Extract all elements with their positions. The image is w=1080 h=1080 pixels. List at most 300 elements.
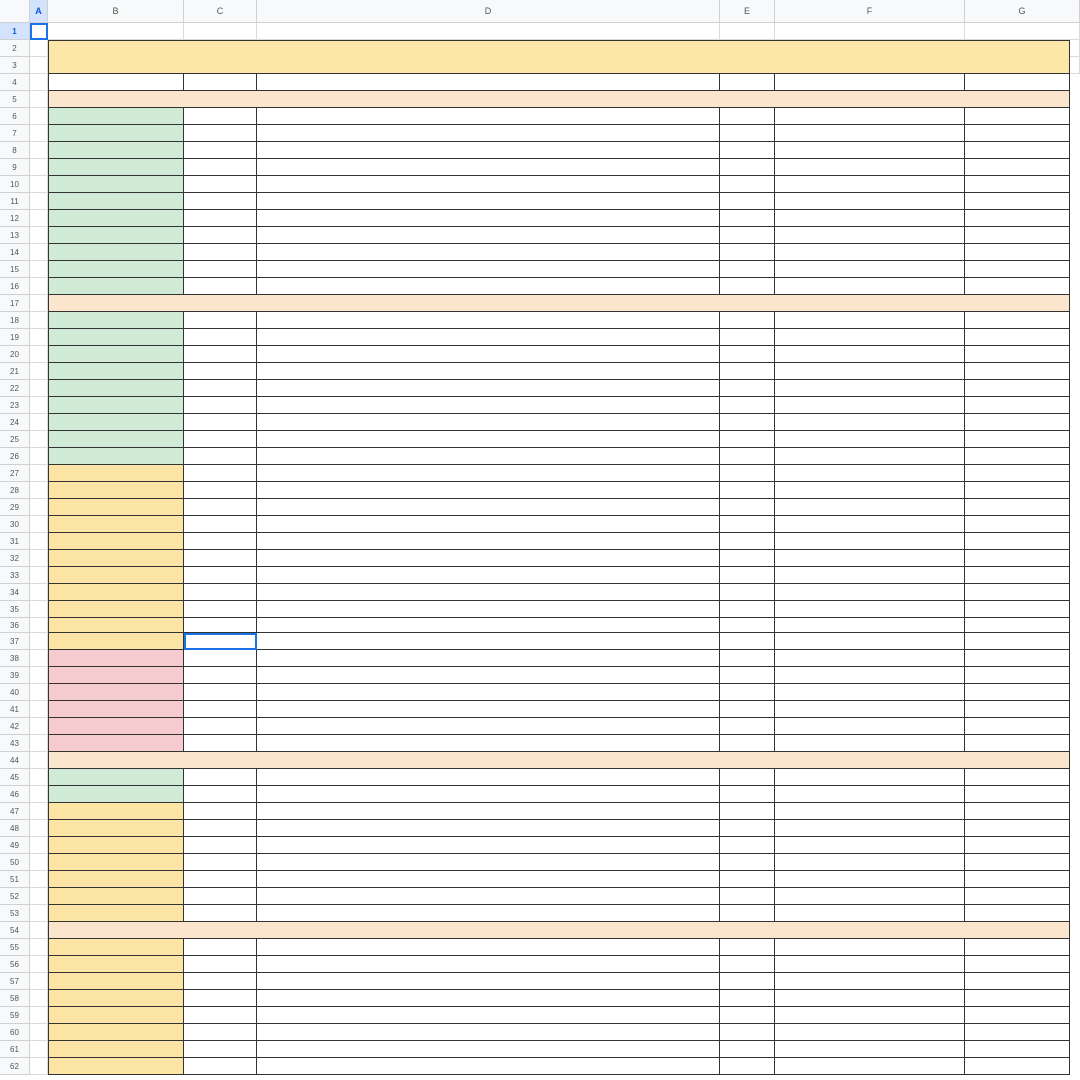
resource-link[interactable] bbox=[965, 499, 1070, 516]
yes-no-value[interactable] bbox=[720, 244, 775, 261]
check-item[interactable] bbox=[257, 820, 720, 837]
tool-name[interactable] bbox=[775, 329, 965, 346]
check-item[interactable] bbox=[257, 431, 720, 448]
row-number-11[interactable]: 11 bbox=[0, 193, 30, 210]
selected-cell-a1[interactable] bbox=[30, 23, 48, 40]
resource-link[interactable] bbox=[965, 735, 1070, 752]
check-item[interactable] bbox=[257, 516, 720, 533]
yes-no-value[interactable] bbox=[720, 990, 775, 1007]
grid-cell[interactable] bbox=[30, 329, 48, 346]
row-number-60[interactable]: 60 bbox=[0, 1024, 30, 1041]
tool-name[interactable] bbox=[775, 701, 965, 718]
row-number-54[interactable]: 54 bbox=[0, 922, 30, 939]
check-item[interactable] bbox=[257, 550, 720, 567]
tool-name[interactable] bbox=[775, 159, 965, 176]
resource-link[interactable] bbox=[965, 888, 1070, 905]
grid-cell[interactable] bbox=[30, 550, 48, 567]
yes-no-value[interactable] bbox=[720, 465, 775, 482]
check-item[interactable] bbox=[257, 803, 720, 820]
check-item[interactable] bbox=[257, 1058, 720, 1075]
resource-link[interactable] bbox=[965, 414, 1070, 431]
yes-no-value[interactable] bbox=[720, 278, 775, 295]
tool-name[interactable] bbox=[775, 482, 965, 499]
grid-cell[interactable] bbox=[30, 414, 48, 431]
resource-link[interactable] bbox=[965, 854, 1070, 871]
grid-cell[interactable] bbox=[30, 854, 48, 871]
row-number-39[interactable]: 39 bbox=[0, 667, 30, 684]
tool-name[interactable] bbox=[775, 837, 965, 854]
grid-cell[interactable] bbox=[30, 278, 48, 295]
resource-link[interactable] bbox=[965, 1058, 1070, 1075]
check-item[interactable] bbox=[257, 837, 720, 854]
row-number-48[interactable]: 48 bbox=[0, 820, 30, 837]
grid-cell[interactable] bbox=[30, 397, 48, 414]
grid-cell[interactable] bbox=[30, 1007, 48, 1024]
grid-cell[interactable] bbox=[30, 1024, 48, 1041]
yes-no-value[interactable] bbox=[720, 142, 775, 159]
yes-no-value[interactable] bbox=[720, 176, 775, 193]
yes-no-value[interactable] bbox=[720, 786, 775, 803]
yes-no-value[interactable] bbox=[720, 363, 775, 380]
yes-no-value[interactable] bbox=[720, 482, 775, 499]
check-item[interactable] bbox=[257, 786, 720, 803]
tool-name[interactable] bbox=[775, 820, 965, 837]
row-number-51[interactable]: 51 bbox=[0, 871, 30, 888]
resource-link[interactable] bbox=[965, 567, 1070, 584]
yes-no-value[interactable] bbox=[720, 108, 775, 125]
yes-no-value[interactable] bbox=[720, 684, 775, 701]
yes-no-value[interactable] bbox=[720, 193, 775, 210]
grid-cell[interactable] bbox=[30, 91, 48, 108]
yes-no-value[interactable] bbox=[720, 550, 775, 567]
grid-cell[interactable] bbox=[30, 465, 48, 482]
yes-no-value[interactable] bbox=[720, 871, 775, 888]
check-item[interactable] bbox=[257, 227, 720, 244]
tool-name[interactable] bbox=[775, 667, 965, 684]
column-header-b[interactable]: B bbox=[48, 0, 184, 23]
tool-name[interactable] bbox=[775, 261, 965, 278]
tool-name[interactable] bbox=[775, 601, 965, 618]
check-item[interactable] bbox=[257, 888, 720, 905]
row-number-24[interactable]: 24 bbox=[0, 414, 30, 431]
check-item[interactable] bbox=[257, 193, 720, 210]
check-item[interactable] bbox=[257, 278, 720, 295]
row-number-55[interactable]: 55 bbox=[0, 939, 30, 956]
row-number-21[interactable]: 21 bbox=[0, 363, 30, 380]
tool-name[interactable] bbox=[775, 380, 965, 397]
row-number-35[interactable]: 35 bbox=[0, 601, 30, 618]
grid-cell[interactable] bbox=[30, 346, 48, 363]
row-number-33[interactable]: 33 bbox=[0, 567, 30, 584]
row-number-4[interactable]: 4 bbox=[0, 74, 30, 91]
resource-link[interactable] bbox=[965, 820, 1070, 837]
row-number-53[interactable]: 53 bbox=[0, 905, 30, 922]
resource-link[interactable] bbox=[965, 618, 1070, 633]
yes-no-value[interactable] bbox=[720, 939, 775, 956]
tool-name[interactable] bbox=[775, 346, 965, 363]
yes-no-value[interactable] bbox=[720, 803, 775, 820]
grid-cell[interactable] bbox=[257, 23, 720, 40]
row-number-59[interactable]: 59 bbox=[0, 1007, 30, 1024]
check-item[interactable] bbox=[257, 718, 720, 735]
resource-link[interactable] bbox=[965, 718, 1070, 735]
tool-name[interactable] bbox=[775, 278, 965, 295]
check-item[interactable] bbox=[257, 465, 720, 482]
column-header-a[interactable]: A bbox=[30, 0, 48, 23]
tool-name[interactable] bbox=[775, 786, 965, 803]
tool-name[interactable] bbox=[775, 871, 965, 888]
check-item[interactable] bbox=[257, 499, 720, 516]
check-item[interactable] bbox=[257, 769, 720, 786]
column-header-g[interactable]: G bbox=[965, 0, 1080, 23]
grid-cell[interactable] bbox=[184, 23, 257, 40]
row-number-37[interactable]: 37 bbox=[0, 633, 30, 650]
tool-name[interactable] bbox=[775, 312, 965, 329]
yes-no-value[interactable] bbox=[720, 837, 775, 854]
grid-cell[interactable] bbox=[30, 820, 48, 837]
yes-no-value[interactable] bbox=[720, 854, 775, 871]
check-item[interactable] bbox=[257, 142, 720, 159]
yes-no-value[interactable] bbox=[720, 618, 775, 633]
grid-cell[interactable] bbox=[965, 23, 1080, 40]
grid-cell[interactable] bbox=[30, 176, 48, 193]
tool-name[interactable] bbox=[775, 397, 965, 414]
tool-name[interactable] bbox=[775, 956, 965, 973]
grid-cell[interactable] bbox=[30, 786, 48, 803]
resource-link[interactable] bbox=[965, 871, 1070, 888]
grid-cell[interactable] bbox=[30, 667, 48, 684]
tool-name[interactable] bbox=[775, 210, 965, 227]
grid-cell[interactable] bbox=[30, 803, 48, 820]
yes-no-value[interactable] bbox=[720, 261, 775, 278]
grid-cell[interactable] bbox=[30, 210, 48, 227]
check-item[interactable] bbox=[257, 448, 720, 465]
resource-link[interactable] bbox=[965, 397, 1070, 414]
grid-cell[interactable] bbox=[30, 601, 48, 618]
tool-name[interactable] bbox=[775, 550, 965, 567]
resource-link[interactable] bbox=[965, 448, 1070, 465]
grid-cell[interactable] bbox=[30, 922, 48, 939]
column-header-d[interactable]: D bbox=[257, 0, 720, 23]
column-header-f[interactable]: F bbox=[775, 0, 965, 23]
resource-link[interactable] bbox=[965, 125, 1070, 142]
tool-name[interactable] bbox=[775, 244, 965, 261]
row-number-16[interactable]: 16 bbox=[0, 278, 30, 295]
tool-name[interactable] bbox=[775, 888, 965, 905]
tool-name[interactable] bbox=[775, 465, 965, 482]
check-item[interactable] bbox=[257, 108, 720, 125]
grid-cell[interactable] bbox=[30, 312, 48, 329]
grid-cell[interactable] bbox=[30, 40, 48, 57]
resource-link[interactable] bbox=[965, 176, 1070, 193]
check-item[interactable] bbox=[257, 414, 720, 431]
row-number-56[interactable]: 56 bbox=[0, 956, 30, 973]
tool-name[interactable] bbox=[775, 108, 965, 125]
yes-no-value[interactable] bbox=[720, 312, 775, 329]
yes-no-value[interactable] bbox=[720, 667, 775, 684]
check-item[interactable] bbox=[257, 397, 720, 414]
grid-cell[interactable] bbox=[30, 650, 48, 667]
resource-link[interactable] bbox=[965, 312, 1070, 329]
row-number-52[interactable]: 52 bbox=[0, 888, 30, 905]
tool-name[interactable] bbox=[775, 448, 965, 465]
tool-name[interactable] bbox=[775, 125, 965, 142]
row-number-8[interactable]: 8 bbox=[0, 142, 30, 159]
row-number-49[interactable]: 49 bbox=[0, 837, 30, 854]
resource-link[interactable] bbox=[965, 380, 1070, 397]
grid-cell[interactable] bbox=[30, 701, 48, 718]
grid-cell[interactable] bbox=[30, 769, 48, 786]
yes-no-value[interactable] bbox=[720, 633, 775, 650]
resource-link[interactable] bbox=[965, 584, 1070, 601]
row-number-43[interactable]: 43 bbox=[0, 735, 30, 752]
yes-no-value[interactable] bbox=[720, 1007, 775, 1024]
row-number-6[interactable]: 6 bbox=[0, 108, 30, 125]
grid-cell[interactable] bbox=[30, 108, 48, 125]
check-item[interactable] bbox=[257, 1041, 720, 1058]
yes-no-value[interactable] bbox=[720, 718, 775, 735]
resource-link[interactable] bbox=[965, 261, 1070, 278]
check-item[interactable] bbox=[257, 667, 720, 684]
check-item[interactable] bbox=[257, 533, 720, 550]
row-number-27[interactable]: 27 bbox=[0, 465, 30, 482]
yes-no-value[interactable] bbox=[720, 1058, 775, 1075]
resource-link[interactable] bbox=[965, 939, 1070, 956]
resource-link[interactable] bbox=[965, 650, 1070, 667]
resource-link[interactable] bbox=[965, 482, 1070, 499]
row-number-45[interactable]: 45 bbox=[0, 769, 30, 786]
row-number-13[interactable]: 13 bbox=[0, 227, 30, 244]
select-all-corner[interactable] bbox=[0, 0, 30, 23]
check-item[interactable] bbox=[257, 329, 720, 346]
check-item[interactable] bbox=[257, 735, 720, 752]
grid-cell[interactable] bbox=[30, 125, 48, 142]
check-item[interactable] bbox=[257, 210, 720, 227]
check-item[interactable] bbox=[257, 482, 720, 499]
resource-link[interactable] bbox=[965, 1041, 1070, 1058]
grid-cell[interactable] bbox=[30, 973, 48, 990]
grid-cell[interactable] bbox=[30, 871, 48, 888]
row-number-17[interactable]: 17 bbox=[0, 295, 30, 312]
resource-link[interactable] bbox=[965, 227, 1070, 244]
resource-link[interactable] bbox=[965, 769, 1070, 786]
grid-cell[interactable] bbox=[30, 431, 48, 448]
row-number-1[interactable]: 1 bbox=[0, 23, 30, 40]
tool-name[interactable] bbox=[775, 803, 965, 820]
row-number-2[interactable]: 2 bbox=[0, 40, 30, 57]
check-item[interactable] bbox=[257, 990, 720, 1007]
grid-cell[interactable] bbox=[30, 295, 48, 312]
yes-no-value[interactable] bbox=[720, 905, 775, 922]
row-number-22[interactable]: 22 bbox=[0, 380, 30, 397]
resource-link[interactable] bbox=[965, 159, 1070, 176]
row-number-62[interactable]: 62 bbox=[0, 1058, 30, 1075]
yes-no-value[interactable] bbox=[720, 210, 775, 227]
yes-no-value[interactable] bbox=[720, 397, 775, 414]
tool-name[interactable] bbox=[775, 650, 965, 667]
row-number-28[interactable]: 28 bbox=[0, 482, 30, 499]
row-number-34[interactable]: 34 bbox=[0, 584, 30, 601]
grid-cell[interactable] bbox=[30, 618, 48, 633]
tool-name[interactable] bbox=[775, 142, 965, 159]
row-number-36[interactable]: 36 bbox=[0, 618, 30, 633]
yes-no-value[interactable] bbox=[720, 346, 775, 363]
resource-link[interactable] bbox=[965, 701, 1070, 718]
grid-cell[interactable] bbox=[30, 363, 48, 380]
tool-name[interactable] bbox=[775, 584, 965, 601]
row-number-29[interactable]: 29 bbox=[0, 499, 30, 516]
row-number-58[interactable]: 58 bbox=[0, 990, 30, 1007]
check-item[interactable] bbox=[257, 701, 720, 718]
yes-no-value[interactable] bbox=[720, 1024, 775, 1041]
grid-cell[interactable] bbox=[30, 905, 48, 922]
yes-no-value[interactable] bbox=[720, 227, 775, 244]
tool-name[interactable] bbox=[775, 227, 965, 244]
row-number-25[interactable]: 25 bbox=[0, 431, 30, 448]
tool-name[interactable] bbox=[775, 414, 965, 431]
row-number-18[interactable]: 18 bbox=[0, 312, 30, 329]
grid-cell[interactable] bbox=[30, 159, 48, 176]
resource-link[interactable] bbox=[965, 210, 1070, 227]
yes-no-value[interactable] bbox=[720, 125, 775, 142]
resource-link[interactable] bbox=[965, 667, 1070, 684]
grid-cell[interactable] bbox=[30, 752, 48, 769]
resource-link[interactable] bbox=[965, 329, 1070, 346]
grid-cell[interactable] bbox=[30, 74, 48, 91]
tool-name[interactable] bbox=[775, 1041, 965, 1058]
tool-name[interactable] bbox=[775, 1024, 965, 1041]
grid-cell[interactable] bbox=[30, 533, 48, 550]
check-item[interactable] bbox=[257, 650, 720, 667]
tool-name[interactable] bbox=[775, 633, 965, 650]
check-item[interactable] bbox=[257, 584, 720, 601]
tool-name[interactable] bbox=[775, 431, 965, 448]
tool-name[interactable] bbox=[775, 499, 965, 516]
row-number-26[interactable]: 26 bbox=[0, 448, 30, 465]
grid-cell[interactable] bbox=[30, 261, 48, 278]
resource-link[interactable] bbox=[965, 550, 1070, 567]
yes-no-value[interactable] bbox=[720, 650, 775, 667]
check-item[interactable] bbox=[257, 939, 720, 956]
resource-link[interactable] bbox=[965, 990, 1070, 1007]
tool-name[interactable] bbox=[775, 718, 965, 735]
yes-no-value[interactable] bbox=[720, 888, 775, 905]
row-number-44[interactable]: 44 bbox=[0, 752, 30, 769]
check-item[interactable] bbox=[257, 1007, 720, 1024]
grid-cell[interactable] bbox=[30, 227, 48, 244]
check-item[interactable] bbox=[257, 346, 720, 363]
grid-cell[interactable] bbox=[30, 567, 48, 584]
resource-link[interactable] bbox=[965, 516, 1070, 533]
yes-no-value[interactable] bbox=[720, 431, 775, 448]
resource-link[interactable] bbox=[965, 803, 1070, 820]
yes-no-value[interactable] bbox=[720, 956, 775, 973]
check-item[interactable] bbox=[257, 261, 720, 278]
row-number-19[interactable]: 19 bbox=[0, 329, 30, 346]
tool-name[interactable] bbox=[775, 618, 965, 633]
tool-name[interactable] bbox=[775, 193, 965, 210]
grid-cell[interactable] bbox=[30, 516, 48, 533]
tool-name[interactable] bbox=[775, 176, 965, 193]
row-number-40[interactable]: 40 bbox=[0, 684, 30, 701]
check-item[interactable] bbox=[257, 380, 720, 397]
row-number-61[interactable]: 61 bbox=[0, 1041, 30, 1058]
row-number-12[interactable]: 12 bbox=[0, 210, 30, 227]
check-item[interactable] bbox=[257, 905, 720, 922]
grid-cell[interactable] bbox=[30, 718, 48, 735]
row-number-20[interactable]: 20 bbox=[0, 346, 30, 363]
grid-cell[interactable] bbox=[30, 956, 48, 973]
grid-cell[interactable] bbox=[30, 57, 48, 74]
resource-link[interactable] bbox=[965, 278, 1070, 295]
resource-link[interactable] bbox=[965, 533, 1070, 550]
check-item[interactable] bbox=[257, 854, 720, 871]
grid-cell[interactable] bbox=[30, 499, 48, 516]
tool-name[interactable] bbox=[775, 973, 965, 990]
grid-cell[interactable] bbox=[30, 1041, 48, 1058]
yes-no-value[interactable] bbox=[720, 973, 775, 990]
row-number-3[interactable]: 3 bbox=[0, 57, 30, 74]
yes-no-value[interactable] bbox=[720, 448, 775, 465]
check-item[interactable] bbox=[257, 618, 720, 633]
row-number-30[interactable]: 30 bbox=[0, 516, 30, 533]
check-item[interactable] bbox=[257, 956, 720, 973]
row-number-32[interactable]: 32 bbox=[0, 550, 30, 567]
grid-cell[interactable] bbox=[30, 142, 48, 159]
yes-no-value[interactable] bbox=[720, 769, 775, 786]
tool-name[interactable] bbox=[775, 854, 965, 871]
yes-no-value[interactable] bbox=[720, 584, 775, 601]
yes-no-value[interactable] bbox=[720, 329, 775, 346]
resource-link[interactable] bbox=[965, 108, 1070, 125]
row-number-14[interactable]: 14 bbox=[0, 244, 30, 261]
tool-name[interactable] bbox=[775, 1007, 965, 1024]
resource-link[interactable] bbox=[965, 142, 1070, 159]
resource-link[interactable] bbox=[965, 973, 1070, 990]
yes-no-value[interactable] bbox=[720, 380, 775, 397]
resource-link[interactable] bbox=[965, 837, 1070, 854]
yes-no-value[interactable] bbox=[720, 820, 775, 837]
row-number-41[interactable]: 41 bbox=[0, 701, 30, 718]
resource-link[interactable] bbox=[965, 905, 1070, 922]
check-item[interactable] bbox=[257, 1024, 720, 1041]
resource-link[interactable] bbox=[965, 193, 1070, 210]
tool-name[interactable] bbox=[775, 769, 965, 786]
tool-name[interactable] bbox=[775, 533, 965, 550]
grid-cell[interactable] bbox=[30, 735, 48, 752]
check-item[interactable] bbox=[257, 871, 720, 888]
tool-name[interactable] bbox=[775, 939, 965, 956]
column-header-c[interactable]: C bbox=[184, 0, 257, 23]
yes-no-value[interactable] bbox=[720, 735, 775, 752]
row-number-42[interactable]: 42 bbox=[0, 718, 30, 735]
resource-link[interactable] bbox=[965, 363, 1070, 380]
yes-no-value[interactable] bbox=[720, 567, 775, 584]
yes-no-value[interactable] bbox=[720, 533, 775, 550]
grid-cell[interactable] bbox=[30, 482, 48, 499]
grid-cell[interactable] bbox=[30, 837, 48, 854]
resource-link[interactable] bbox=[965, 465, 1070, 482]
yes-no-value[interactable] bbox=[720, 516, 775, 533]
check-item[interactable] bbox=[257, 684, 720, 701]
row-number-9[interactable]: 9 bbox=[0, 159, 30, 176]
check-item[interactable] bbox=[257, 633, 720, 650]
yes-no-value[interactable] bbox=[720, 1041, 775, 1058]
row-number-31[interactable]: 31 bbox=[0, 533, 30, 550]
check-item[interactable] bbox=[257, 159, 720, 176]
row-number-5[interactable]: 5 bbox=[0, 91, 30, 108]
row-number-15[interactable]: 15 bbox=[0, 261, 30, 278]
